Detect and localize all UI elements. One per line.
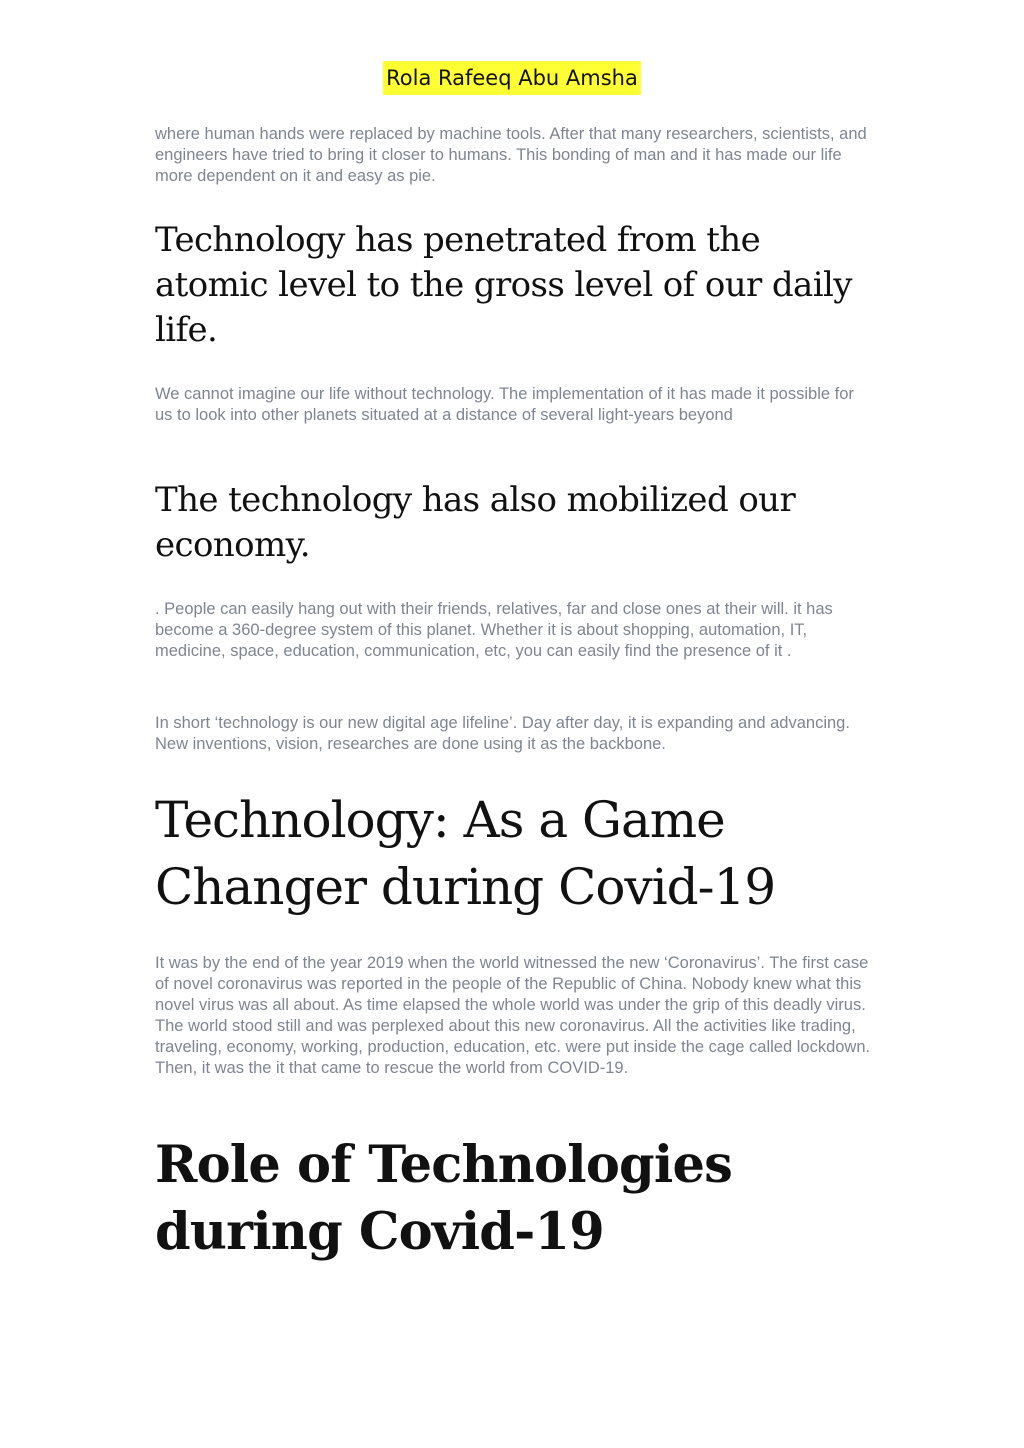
paragraph-intro: where human hands were replaced by machine tools. After that many researchers, scientists, and engineers have tried to bring it closer to humans. This bonding of man and it has made our life more dependent on it and easy as pie.: [155, 125, 867, 185]
heading-mobilized-economy: The technology has also mobilized our economy.: [155, 480, 796, 565]
author-name: Rola Rafeeq Abu Amsha: [383, 61, 641, 95]
heading-role-of-technologies: Role of Technologies during Covid-19: [155, 1135, 733, 1262]
paragraph-digital-lifeline: In short ‘technology is our new digital age lifeline’. Day after day, it is expanding and advancing. New inventions, vision, researches are done using it as the backbone.: [155, 714, 850, 753]
heading-game-changer: Technology: As a Game Changer during Covid-19: [155, 791, 776, 916]
paragraph-imagine-life: We cannot imagine our life without technology. The implementation of it has made it possible for us to look into other planets situated at a distance of several light-years beyond: [155, 385, 854, 424]
paragraph-coronavirus: It was by the end of the year 2019 when the world witnessed the new ‘Coronavirus’. The first case of novel coronavirus was reported in the people of the Republic of China. Nobody knew what this novel virus was all about. As time elapsed the whole world was under the grip of this deadly virus. The world stood still and was perplexed about this new coronavirus. All the activities like trading, traveling, economy, working, production, education, etc. were put inside the cage called lockdown. Then, it was the it that came to rescue the world from COVID-19.: [155, 954, 871, 1077]
paragraph-hang-out: . People can easily hang out with their friends, relatives, far and close ones at their will. it has become a 360-degree system of this planet. Whether it is about shopping, automation, IT, medicine, space, education, communication, etc, you can easily find the presence of it .: [155, 600, 833, 660]
heading-technology-penetrated: Technology has penetrated from the atomic level to the gross level of our daily life.: [155, 220, 852, 350]
page-header: [0, 61, 1024, 95]
